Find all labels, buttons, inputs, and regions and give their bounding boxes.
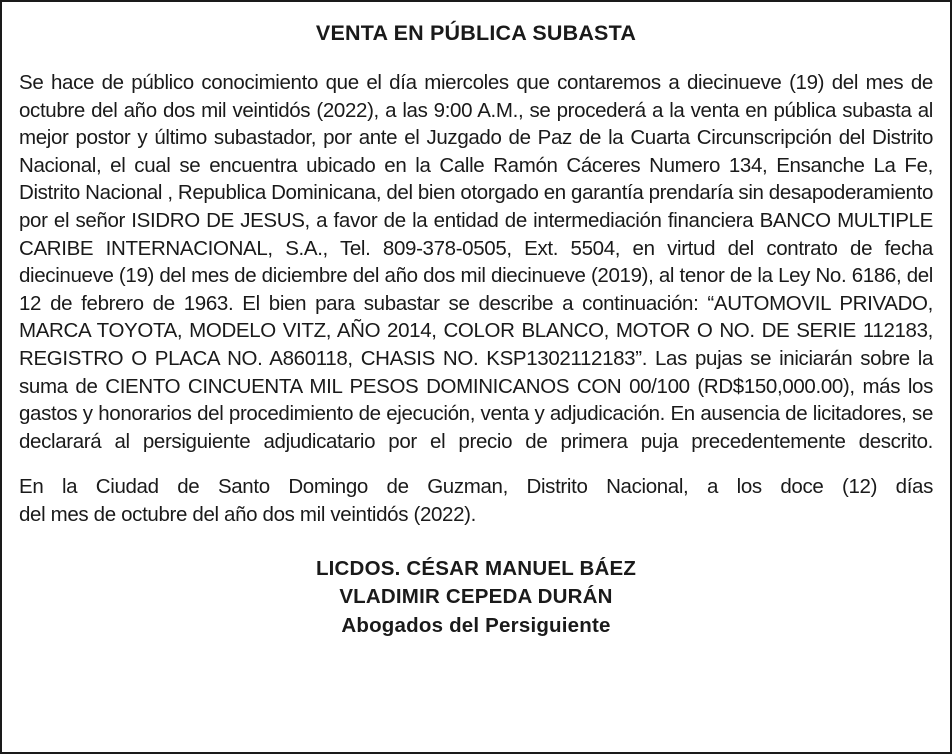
notice-closing: [19, 473, 933, 528]
notice-title: VENTA EN PÚBLICA SUBASTA: [315, 21, 637, 45]
closing-line-2: del mes de octubre del año dos mil veintidós (2022).: [19, 502, 476, 526]
signature-block: [19, 555, 933, 641]
closing-line-1: En la Ciudad de Santo Domingo de Guzman, Distrito Nacional, a los doce (12) días: [19, 475, 933, 499]
notice-body: Se hace de público conocimiento que el día miercoles que contaremos a diecinueve (19) del mes de octubre del año dos mil veintidós (2022), a las 9:00 A.M., se procederá a la venta en pública subasta al mejor postor y último subastador, por ante el Juzgado de Paz de la Cuarta Circunscripción del Distrito Nacional, el cual se encuentra ubicado en la Calle Ramón Cáceres Numero 134, Ensanche La Fe, Distrito Nacional , Republica Dominicana, del bien otorgado en garantía prendaría sin desapoderamiento por el señor ISIDRO DE JESUS, a favor de la entidad de intermediación financiera BANCO MULTIPLE CARIBE INTERNACIONAL, S.A., Tel. 809-378-0505, Ext. 5504, en virtud del contrato de fecha diecinueve (19) del mes de diciembre del año dos mil diecinueve (2019), al tenor de la Ley No. 6186, del 12 de febrero de 1963. El bien para subastar se describe a continuación: “AUTOMOVIL PRIVADO, MARCA TOYOTA, MODELO VITZ, AÑO 2014, COLOR BLANCO, MOTOR O NO. DE SERIE 112183, REGISTRO O PLACA NO. A860118, CHASIS NO. KSP1302112183”. Las pujas se iniciarán sobre la suma de CIENTO CINCUENTA MIL PESOS DOMINICANOS CON 00/100 (RD$150,000.00), más los gastos y honorarios del procedimiento de ejecución, venta y adjudicación. En ausencia de licitadores, se declarará al persiguiente adjudicatario por el precio de primera puja precedentemente descrito.: [19, 71, 933, 453]
signature-line-2: VLADIMIR CEPEDA DURÁN: [339, 585, 613, 608]
signature-line-3: Abogados del Persiguiente: [341, 613, 611, 637]
signature-line-1: LICDOS. CÉSAR MANUEL BÁEZ: [315, 556, 637, 580]
